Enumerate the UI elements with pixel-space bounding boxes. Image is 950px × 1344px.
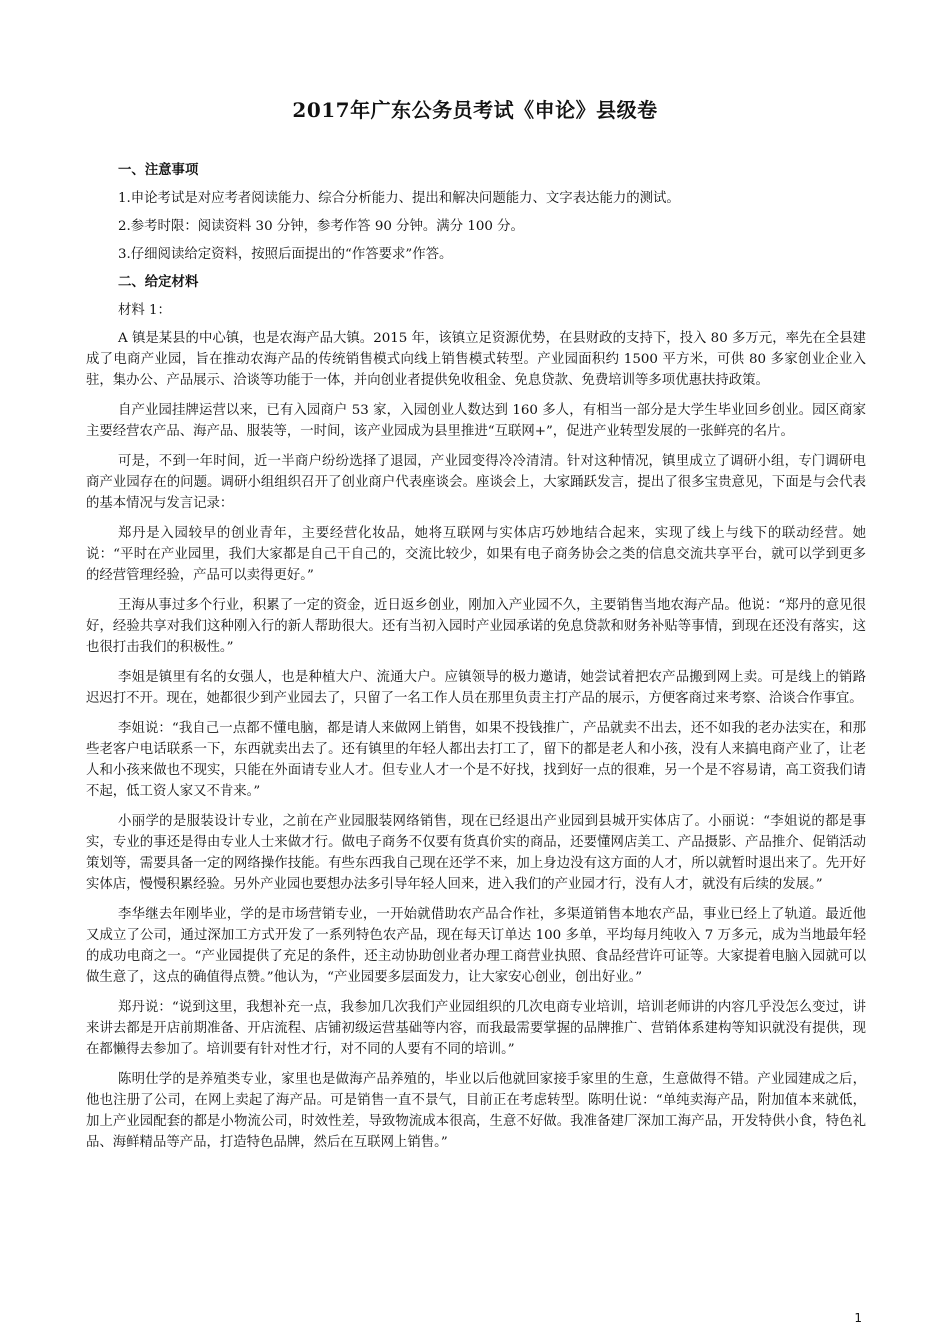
- section-heading-materials: 二、给定材料: [118, 275, 199, 290]
- material-paragraph: 李姐是镇里有名的女强人，也是种植大户、流通大户。应镇领导的极力邀请，她尝试着把农产品搬到网上卖。可是线上的销路迟迟打不开。现在，她都很少到产业园去了，只留了一名工作人员在那里负责主打产品的展示，方便客商过来考察、洽谈合作事宜。: [86, 670, 866, 706]
- material-label: 材料 1：: [118, 303, 171, 318]
- material-paragraph: 李姐说：“我自己一点都不懂电脑，都是请人来做网上销售，如果不投钱推广，产品就卖不出去，还不如我的老办法实在，和那些老客户电话联系一下，东西就卖出去了。还有镇里的年轻人都出去打工了，留下的都是老人和小孩，没有人来搞电商产业了，让老人和小孩来做也不现实，只能在外面请专业人才。但专业人才一个是不好找，找到好一点的很难，另一个是不容易请，高工资我们请不起，低工资人家又不肯来。”: [86, 721, 866, 799]
- material-paragraph: 郑丹说：“说到这里，我想补充一点，我参加几次我们产业园组织的几次电商专业培训，培训老师讲的内容几乎没怎么变过，讲来讲去都是开店前期准备、开店流程、店铺初级运营基础等内容，而我最需要掌握的品牌推广、营销体系建构等知识就没有提供，现在都懒得去参加了。培训要有针对性才行，对不同的人要有不同的培训。”: [86, 1000, 866, 1057]
- material-paragraph: 郑丹是入园较早的创业青年，主要经营化妆品，她将互联网与实体店巧妙地结合起来，实现了线上与线下的联动经营。她说：“平时在产业园里，我们大家都是自己干自己的，交流比较少，如果有电子商务协会之类的信息交流共享平台，就可以学到更多的经营管理经验，产品可以卖得更好。”: [86, 526, 866, 583]
- material-paragraph: A 镇是某县的中心镇，也是农海产品大镇。2015 年，该镇立足资源优势，在县财政的支持下，投入 80 多万元，率先在全县建成了电商产业园，旨在推动农海产品的传统销售模式向线上销售模式转型。产业园面积约 1500 平方米，可供 80 多家创业企业入驻，集办公、产品展示、洽谈等功能于一体，并向创业者提供免收租金、免息贷款、免费培训等多项优惠扶持政策。: [86, 331, 866, 388]
- material-paragraph: 李华继去年刚毕业，学的是市场营销专业，一开始就借助农产品合作社，多渠道销售本地农产品，事业已经上了轨道。最近他又成立了公司，通过深加工方式开发了一系列特色农产品，现在每天订单达 100 多单，平均每月纯收入 7 万多元，成为当地最年轻的成功电商之一。“产业园提供了充足的条件，还主动协助创业者办理工商营业执照、食品经营许可证等。大家提着电脑入园就可以做生意了，这点的确值得点赞。”他认为，“产业园要多层面发力，让大家安心创业，创出好业。”: [86, 907, 866, 985]
- note-item: 1.申论考试是对应考者阅读能力、综合分析能力、提出和解决问题能力、文字表达能力的测试。: [118, 191, 680, 206]
- material-paragraph: 可是，不到一年时间，近一半商户纷纷选择了退园，产业园变得冷冷清清。针对这种情况，镇里成立了调研小组，专门调研电商产业园存在的问题。调研小组组织召开了创业商户代表座谈会。座谈会上，大家踊跃发言，提出了很多宝贵意见，下面是与会代表的基本情况与发言记录：: [86, 454, 866, 511]
- section-heading-notes: 一、注意事项: [118, 163, 199, 178]
- material-paragraph: 陈明仕学的是养殖类专业，家里也是做海产品养殖的，毕业以后他就回家接手家里的生意，生意做得不错。产业园建成之后，他也注册了公司，在网上卖起了海产品。可是销售一直不景气，目前正在考虑转型。陈明仕说：“单纯卖海产品，附加值本来就低，加上产业园配套的都是小物流公司，时效性差，导致物流成本很高，生意不好做。我准备建厂深加工海产品，开发特供小食，特色礼品、海鲜精品等产品，打造特色品牌，然后在互联网上销售。”: [86, 1072, 866, 1150]
- note-item: 3.仔细阅读给定资料，按照后面提出的“作答要求”作答。: [118, 247, 453, 262]
- material-paragraph: 自产业园挂牌运营以来，已有入园商户 53 家，入园创业人数达到 160 多人，有相当一部分是大学生毕业回乡创业。园区商家主要经营农产品、海产品、服装等，一时间，该产业园成为县里推进“互联网+”，促进产业转型发展的一张鲜亮的名片。: [86, 403, 866, 439]
- material-paragraph: 王海从事过多个行业，积累了一定的资金，近日返乡创业，刚加入产业园不久，主要销售当地农海产品。他说：“郑丹的意见很好，经验共享对我们这种刚入行的新人帮助很大。还有当初入园时产业园承诺的免息贷款和财务补贴等事情，到现在还没有落实，这也很打击我们的积极性。”: [86, 598, 866, 655]
- material-paragraph: 小丽学的是服装设计专业，之前在产业园服装网络销售，现在已经退出产业园到县城开实体店了。小丽说：“李姐说的都是事实，专业的事还是得由专业人士来做才行。做电子商务不仅要有货真价实的商品，还要懂网店美工、产品摄影、产品推介、促销活动策划等，需要具备一定的网络操作技能。有些东西我自己现在还学不来，加上身边没有这方面的人才，所以就暂时退出来了。先开好实体店，慢慢积累经验。另外产业园也要想办法多引导年轻人回来，进入我们的产业园才行，没有人才，就没有后续的发展。”: [86, 814, 866, 892]
- note-item: 2.参考时限：阅读资料 30 分钟，参考作答 90 分钟。满分 100 分。: [118, 219, 524, 234]
- page-number: 1: [854, 1311, 862, 1325]
- document-title: 2017年广东公务员考试《申论》县级卷: [292, 98, 658, 122]
- document-body: [86, 160, 866, 1162]
